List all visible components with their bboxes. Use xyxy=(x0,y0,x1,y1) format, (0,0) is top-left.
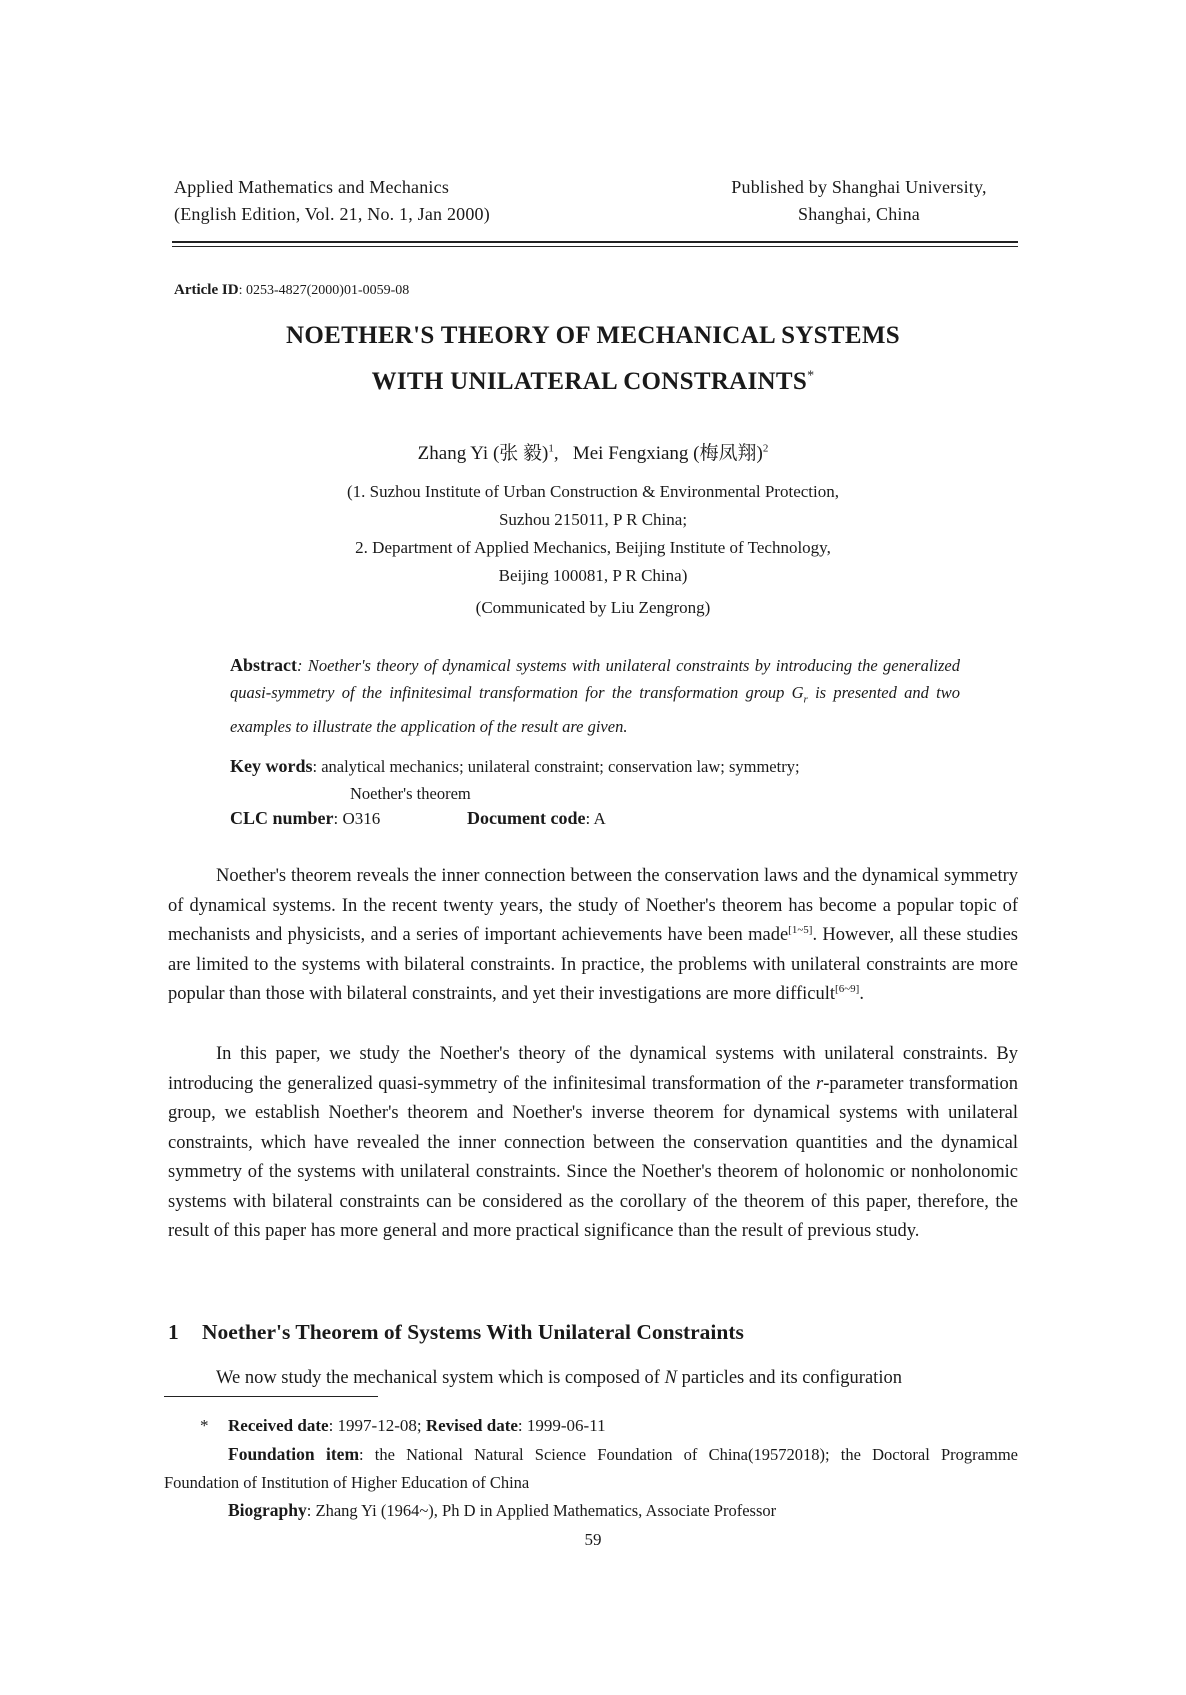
journal-edition: (English Edition, Vol. 21, No. 1, Jan 2000) xyxy=(174,204,490,224)
author-1-affil: 1 xyxy=(548,442,554,455)
citation-6-9: [6~9] xyxy=(835,982,860,995)
footnote-rule xyxy=(164,1396,378,1397)
abstract-label: Abstract xyxy=(230,655,297,675)
abstract-text: : Noether's theory of dynamical systems with unilateral constraints by introducing the generalized quasi-symmetry of the infinitesimal transformation for the transformation group G xyxy=(230,656,960,702)
article-id xyxy=(174,282,409,299)
section-1-text-cont: particles and its configuration xyxy=(676,1368,902,1388)
article-title-line1: NOETHER'S THEORY OF MECHANICAL SYSTEMS xyxy=(286,322,900,349)
publisher-header xyxy=(700,174,1018,228)
author-1: Zhang Yi (张 毅) xyxy=(417,443,549,464)
footnote-star: * xyxy=(200,1416,209,1435)
affiliation-1: (1. Suzhou Institute of Urban Construction & Environmental Protection, xyxy=(347,482,839,501)
journal-name: Applied Mathematics and Mechanics xyxy=(174,177,450,197)
intro-p2-r: r xyxy=(816,1073,824,1094)
keywords-line2: Noether's theorem xyxy=(350,784,471,803)
received-label: Received date xyxy=(228,1416,329,1435)
journal-header xyxy=(174,174,490,228)
intro-p2-text-cont: -parameter transformation group, we establish Noether's theorem and Noether's inverse theorem for dynamical systems with unilateral constraints, which have revealed the inner connection between the conservation quantities and the dynamical symmetry of the systems with unilateral constraints. Since the Noether's theorem of holonomic or nonholonomic systems with bilateral constraints can be considered as the corollary of the theorem of this paper, therefore, the result of this paper has more general and more practical significance than the result of previous study. xyxy=(168,1073,1018,1241)
communicated-by: (Communicated by Liu Zengrong) xyxy=(475,598,711,617)
footnote-foundation xyxy=(164,1440,1018,1497)
section-1-heading xyxy=(168,1320,744,1345)
foundation-value: : the National Natural Science Foundation of China(19572018); the Doctoral Programme Foundation of Institution of Higher Education of China xyxy=(164,1445,1018,1492)
author-2: Mei Fengxiang (梅凤翔) xyxy=(572,443,763,464)
header-rule-thick xyxy=(172,241,1018,243)
abstract-text-end: is presented and two examples to illustrate the application of the result are given. xyxy=(230,683,960,737)
page-number: 59 xyxy=(584,1530,602,1549)
intro-paragraph-1 xyxy=(168,862,1018,1010)
section-number: 1 xyxy=(168,1320,179,1344)
biography-value: : Zhang Yi (1964~), Ph D in Applied Mathematics, Associate Professor xyxy=(306,1501,777,1520)
intro-p2-text: In this paper, we study the Noether's theory of the dynamical systems with unilateral constraints. By introducing the generalized quasi-symmetry of the infinitesimal transformation of the xyxy=(168,1044,1018,1094)
affiliation-2: 2. Department of Applied Mechanics, Beijing Institute of Technology, xyxy=(355,538,831,557)
revised-label: Revised date xyxy=(425,1416,518,1435)
section-title: Noether's Theorem of Systems With Unilateral Constraints xyxy=(202,1320,744,1344)
intro-p1-text: Noether's theorem reveals the inner connection between the conservation laws and the dynamical symmetry of dynamical systems. In the recent twenty years, the study of Noether's theorem has become a popular topic of mechanists and physicists, and a series of important achievements have been made xyxy=(168,866,1018,945)
title-footnote-mark: * xyxy=(807,368,815,384)
author-separator: , xyxy=(553,443,573,464)
article-title-line2 xyxy=(0,368,1186,396)
clc-value: : O316 xyxy=(333,809,381,828)
document-code-value: : A xyxy=(585,809,606,828)
article-title-text: WITH UNILATERAL CONSTRAINTS xyxy=(371,368,808,395)
affiliations xyxy=(0,478,1186,622)
intro-p1-end: . xyxy=(859,984,864,1004)
revised-value: : 1999-06-11 xyxy=(517,1416,606,1435)
publisher-location: Shanghai, China xyxy=(798,204,920,224)
keywords-label: Key words xyxy=(230,756,313,776)
document-code xyxy=(467,808,606,829)
affiliation-1-address: Suzhou 215011, P R China; xyxy=(498,510,688,529)
biography-label: Biography xyxy=(228,1500,307,1520)
section-1-N: N xyxy=(664,1368,677,1388)
author-2-affil: 2 xyxy=(762,442,769,455)
abstract-subscript: r xyxy=(803,693,808,706)
clc-number xyxy=(230,808,380,829)
abstract xyxy=(230,652,960,740)
intro-paragraph-2 xyxy=(168,1040,1018,1247)
section-1-text: We now study the mechanical system which is composed of xyxy=(216,1368,665,1388)
header-rule-thin xyxy=(172,246,1018,247)
article-id-label: Article ID xyxy=(174,282,239,298)
section-1-paragraph xyxy=(168,1364,1018,1394)
clc-label: CLC number xyxy=(230,808,334,828)
keywords-line1: : analytical mechanics; unilateral constraint; conservation law; symmetry; xyxy=(312,757,800,776)
affiliation-2-address: Beijing 100081, P R China) xyxy=(498,566,688,585)
footnote-biography xyxy=(228,1496,776,1525)
intro-p1-text-cont: . However, all these studies are limited to the systems with bilateral constraints. In practice, the problems with unilateral constraints are more popular than those with bilateral constraints, and yet their investigations are more difficult xyxy=(168,925,1018,1004)
authors xyxy=(0,438,1186,465)
keywords xyxy=(230,753,970,807)
article-id-value: : 0253-4827(2000)01-0059-08 xyxy=(238,283,410,298)
footnote-dates xyxy=(200,1412,606,1440)
publisher-name: Published by Shanghai University, xyxy=(731,177,987,197)
citation-1-5: [1~5] xyxy=(788,923,813,936)
received-value: : 1997-12-08; xyxy=(328,1416,426,1435)
foundation-label: Foundation item xyxy=(228,1444,360,1464)
document-code-label: Document code xyxy=(467,808,586,828)
